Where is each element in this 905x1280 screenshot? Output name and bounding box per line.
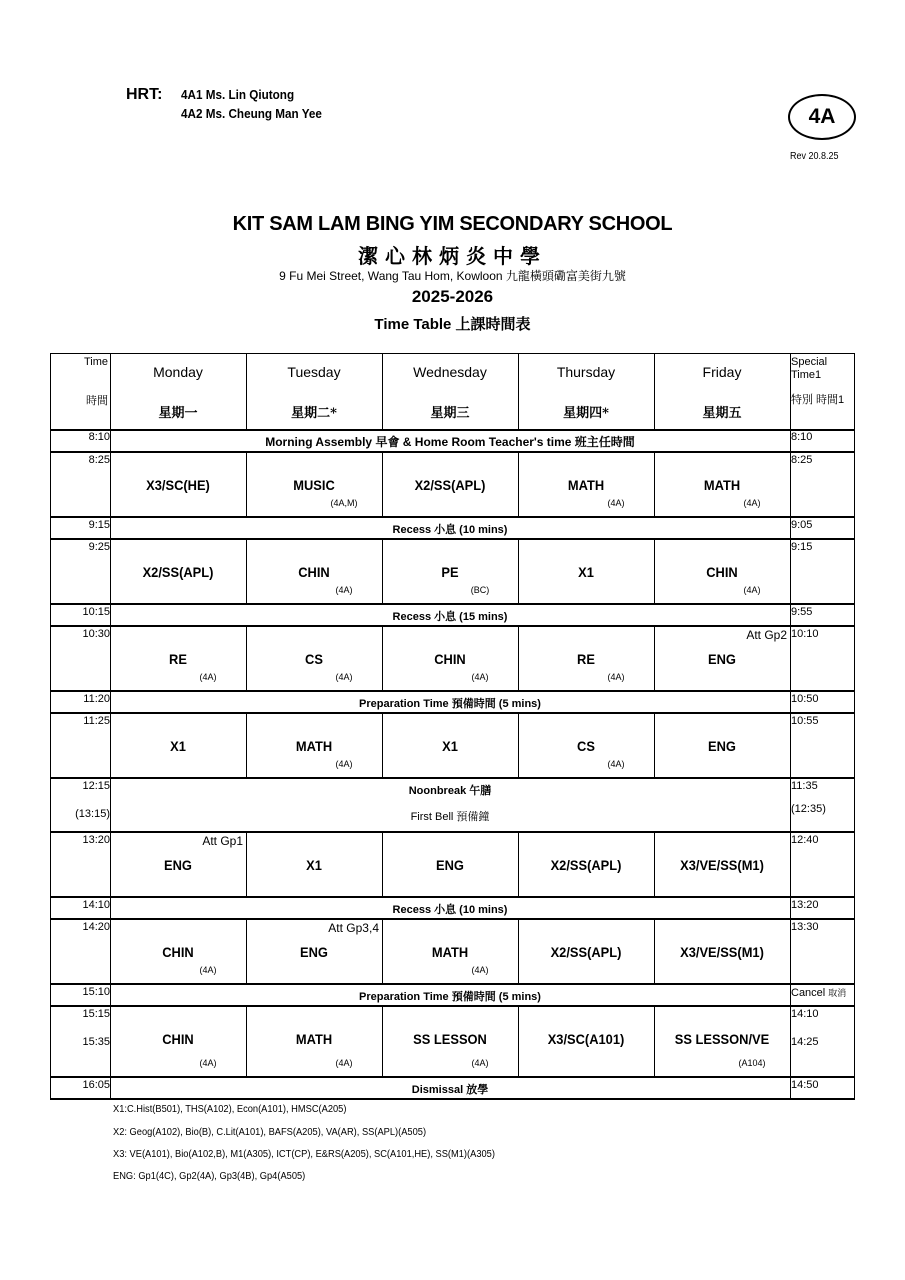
lesson-room: (4A)	[607, 672, 625, 682]
footnote-x1: X1:C.Hist(B501), THS(A102), Econ(A101), HMSC(A205)	[113, 1104, 347, 1115]
start-time: 8:10	[88, 431, 110, 443]
grid-line	[382, 353, 383, 429]
lesson-room: (4A)	[335, 1058, 353, 1068]
grid-line	[246, 452, 247, 517]
grid-line	[382, 452, 383, 517]
special-time-header-en: Special Time1	[791, 356, 828, 381]
lesson-subject: MATH	[567, 477, 605, 493]
time-header-zh: 時間	[86, 395, 108, 407]
grid-line	[50, 690, 855, 692]
lesson-subject: ENG	[300, 944, 328, 960]
grid-line	[654, 353, 655, 429]
lesson-subject: ENG	[708, 651, 736, 667]
special-time: 9:05	[791, 519, 813, 531]
lesson-subject: X2/SS(APL)	[550, 857, 622, 873]
lesson-room: (4A)	[335, 759, 353, 769]
grid-line	[518, 452, 519, 517]
period-banner: Preparation Time 預備時間 (5 mins)	[359, 991, 541, 1003]
start-time: 16:05	[82, 1079, 110, 1091]
lesson-room: (4A)	[607, 759, 625, 769]
lesson-room: (4A)	[199, 965, 217, 975]
lesson-subject: CHIN	[162, 1031, 194, 1047]
class-badge: 4A	[788, 94, 856, 140]
start-time: 14:20	[82, 921, 110, 933]
lesson-subject: RE	[577, 651, 595, 667]
start-time: 9:15	[88, 519, 110, 531]
grid-line	[50, 777, 855, 779]
lesson-subject: CS	[577, 738, 595, 754]
lesson-room: (BC)	[470, 585, 490, 595]
start-time: 9:25	[88, 541, 110, 553]
special-time: 8:25	[791, 454, 813, 466]
day-header-monday: Monday	[153, 364, 203, 380]
lesson-subject: MATH	[295, 738, 333, 754]
first-bell-banner: First Bell 預備鐘	[410, 811, 490, 823]
grid-line	[50, 831, 855, 833]
lesson-room: (4A)	[471, 965, 489, 975]
lesson-subject: ENG	[164, 857, 192, 873]
school-name-zh: 潔心林炳炎中學	[358, 244, 547, 268]
special-time: 10:55	[791, 715, 819, 727]
start-time: 15:15	[82, 1008, 110, 1020]
school-address: 9 Fu Mei Street, Wang Tau Hom, Kowloon 九龍橫頭磡富美街九號	[279, 269, 626, 283]
day-header-friday-zh: 星期五	[702, 406, 742, 421]
grid-line	[50, 918, 855, 920]
day-header-tuesday: Tuesday	[287, 364, 341, 380]
lesson-subject: X3/SC(HE)	[146, 477, 210, 493]
lesson-subject: CHIN	[706, 564, 738, 580]
lesson-subject: ENG	[708, 738, 736, 754]
grid-line	[382, 713, 383, 778]
day-header-thursday: Thursday	[556, 364, 616, 380]
hrt-teacher-4a2: 4A2 Ms. Cheung Man Yee	[181, 106, 322, 121]
time-header-en: Time	[83, 356, 108, 368]
first-bell-special-time: (12:35)	[791, 803, 826, 815]
grid-line	[654, 626, 655, 691]
lesson-subject: MATH	[431, 944, 469, 960]
grid-line	[518, 353, 519, 429]
revision-label: Rev 20.8.25	[790, 151, 839, 162]
lesson-subject: CHIN	[298, 564, 330, 580]
special-time: 10:10	[791, 628, 819, 640]
start-time: 11:25	[83, 715, 110, 727]
lesson-subject: X2/SS(APL)	[142, 564, 214, 580]
grid-line	[50, 625, 855, 627]
period-banner: Recess 小息 (15 mins)	[392, 611, 508, 623]
lesson-subject: MATH	[295, 1031, 333, 1047]
special-time: 9:55	[791, 606, 813, 618]
lesson-room: (4A)	[471, 1058, 489, 1068]
special-time: 8:10	[791, 431, 813, 443]
lesson-note: Att Gp3,4	[328, 921, 379, 935]
lesson-room: (4A,M)	[330, 498, 358, 508]
grid-line	[654, 919, 655, 984]
timetable-title: Time Table 上課時間表	[374, 316, 531, 333]
start-time: 11:20	[83, 693, 110, 705]
lesson-subject: X1	[170, 738, 186, 754]
grid-line	[518, 626, 519, 691]
grid-line	[50, 516, 855, 518]
grid-line	[382, 539, 383, 604]
period-banner: Preparation Time 預備時間 (5 mins)	[359, 698, 541, 710]
grid-line	[50, 983, 855, 985]
special-time: 14:10	[791, 1008, 819, 1020]
grid-line	[382, 919, 383, 984]
lesson-subject: X1	[306, 857, 322, 873]
lesson-room: (4A)	[471, 672, 489, 682]
grid-line	[654, 452, 655, 517]
special-time: 14:50	[791, 1079, 819, 1091]
grid-line	[50, 429, 855, 431]
special-time: 11:35	[791, 780, 818, 792]
period-banner: Recess 小息 (10 mins)	[392, 904, 508, 916]
grid-line	[382, 626, 383, 691]
lesson-subject: SS LESSON	[413, 1031, 487, 1047]
lesson-subject: RE	[169, 651, 187, 667]
special-time: 12:40	[791, 834, 819, 846]
lesson-room: (4A)	[199, 1058, 217, 1068]
lesson-subject: PE	[441, 564, 459, 580]
grid-line	[50, 451, 855, 453]
lesson-note: Att Gp2	[746, 628, 787, 642]
grid-line	[50, 1005, 855, 1007]
grid-line	[50, 603, 855, 605]
day-header-monday-zh: 星期一	[158, 406, 198, 421]
day-header-tuesday-zh: 星期二*	[291, 406, 337, 421]
grid-line	[50, 1076, 855, 1078]
period-banner: Dismissal 放學	[411, 1084, 489, 1096]
special-time: 13:30	[791, 921, 819, 933]
grid-line	[518, 1006, 519, 1077]
start-time: 8:25	[88, 454, 110, 466]
start-time: 15:10	[82, 986, 110, 998]
start-time: 14:10	[82, 899, 110, 911]
school-name-en: KIT SAM LAM BING YIM SECONDARY SCHOOL	[232, 213, 673, 235]
start-time: 13:20	[82, 834, 110, 846]
school-year: 2025-2026	[411, 287, 494, 306]
grid-line	[654, 539, 655, 604]
special-time-alt: 14:25	[791, 1036, 819, 1048]
grid-line	[246, 626, 247, 691]
special-time-header-zh: 特別 時間1	[791, 394, 845, 406]
period-banner: Morning Assembly 早會 & Home Room Teacher's time 班主任時間	[265, 435, 635, 449]
lesson-subject: X3/VE/SS(M1)	[680, 944, 764, 960]
lesson-room: (A104)	[738, 1058, 766, 1068]
lesson-subject: X2/SS(APL)	[414, 477, 486, 493]
special-time: 13:20	[791, 899, 819, 911]
special-time: 10:50	[791, 693, 819, 705]
day-header-wednesday: Wednesday	[413, 364, 487, 380]
lesson-subject: CHIN	[162, 944, 194, 960]
lesson-subject: X1	[442, 738, 458, 754]
lesson-room: (4A)	[335, 585, 353, 595]
lesson-subject: X3/VE/SS(M1)	[680, 857, 764, 873]
lesson-subject: X3/SC(A101)	[547, 1031, 625, 1047]
lesson-subject: SS LESSON/VE	[674, 1031, 770, 1047]
lesson-room: (4A)	[335, 672, 353, 682]
start-time-alt: 15:35	[82, 1036, 110, 1048]
grid-line	[246, 713, 247, 778]
lesson-subject: ENG	[436, 857, 464, 873]
grid-line	[50, 896, 855, 898]
grid-line	[50, 353, 855, 354]
footnote-eng: ENG: Gp1(4C), Gp2(4A), Gp3(4B), Gp4(A505)	[113, 1171, 306, 1182]
grid-line	[246, 832, 247, 897]
lesson-subject: CS	[305, 651, 323, 667]
footnote-x3: X3: VE(A101), Bio(A102,B), M1(A305), ICT(CP), E&RS(A205), SC(A101,HE), SS(M1)(A305)	[113, 1149, 495, 1160]
footnote-x2: X2: Geog(A102), Bio(B), C.Lit(A101), BAFS(A205), VA(AR), SS(APL)(A505)	[113, 1127, 427, 1138]
lesson-room: (4A)	[743, 585, 761, 595]
timetable-grid	[50, 353, 855, 1099]
lesson-subject: MUSIC	[293, 477, 335, 493]
grid-line	[518, 919, 519, 984]
grid-line	[50, 712, 855, 714]
day-header-wednesday-zh: 星期三	[430, 406, 470, 421]
grid-line	[382, 1006, 383, 1077]
grid-line	[50, 538, 855, 540]
grid-line	[50, 1098, 855, 1100]
first-bell-time: (13:15)	[75, 808, 110, 820]
grid-line	[246, 1006, 247, 1077]
day-header-thursday-zh: 星期四*	[563, 406, 609, 421]
grid-line	[654, 713, 655, 778]
special-time: 9:15	[791, 541, 813, 553]
cancel-zh-label: 取消	[828, 988, 847, 998]
lesson-room: (4A)	[743, 498, 761, 508]
lesson-note: Att Gp1	[202, 834, 243, 848]
grid-line	[246, 539, 247, 604]
grid-line	[518, 539, 519, 604]
grid-line	[382, 832, 383, 897]
period-banner: Recess 小息 (10 mins)	[392, 524, 508, 536]
noonbreak-banner: Noonbreak 午膳	[408, 785, 492, 797]
grid-line	[654, 1006, 655, 1077]
lesson-subject: CHIN	[434, 651, 466, 667]
lesson-subject: MATH	[703, 477, 741, 493]
grid-line	[518, 713, 519, 778]
day-header-friday: Friday	[702, 364, 742, 380]
lesson-room: (4A)	[607, 498, 625, 508]
hrt-label: HRT:	[126, 86, 163, 103]
special-time: Cancel 取消	[791, 987, 847, 999]
grid-line	[518, 832, 519, 897]
grid-line	[246, 919, 247, 984]
lesson-subject: X1	[578, 564, 594, 580]
grid-line	[654, 832, 655, 897]
lesson-room: (4A)	[199, 672, 217, 682]
start-time: 10:30	[82, 628, 110, 640]
start-time: 10:15	[82, 606, 110, 618]
hrt-teacher-4a1: 4A1 Ms. Lin Qiutong	[181, 87, 295, 102]
start-time: 12:15	[82, 780, 110, 792]
grid-line	[246, 353, 247, 429]
lesson-subject: X2/SS(APL)	[550, 944, 622, 960]
